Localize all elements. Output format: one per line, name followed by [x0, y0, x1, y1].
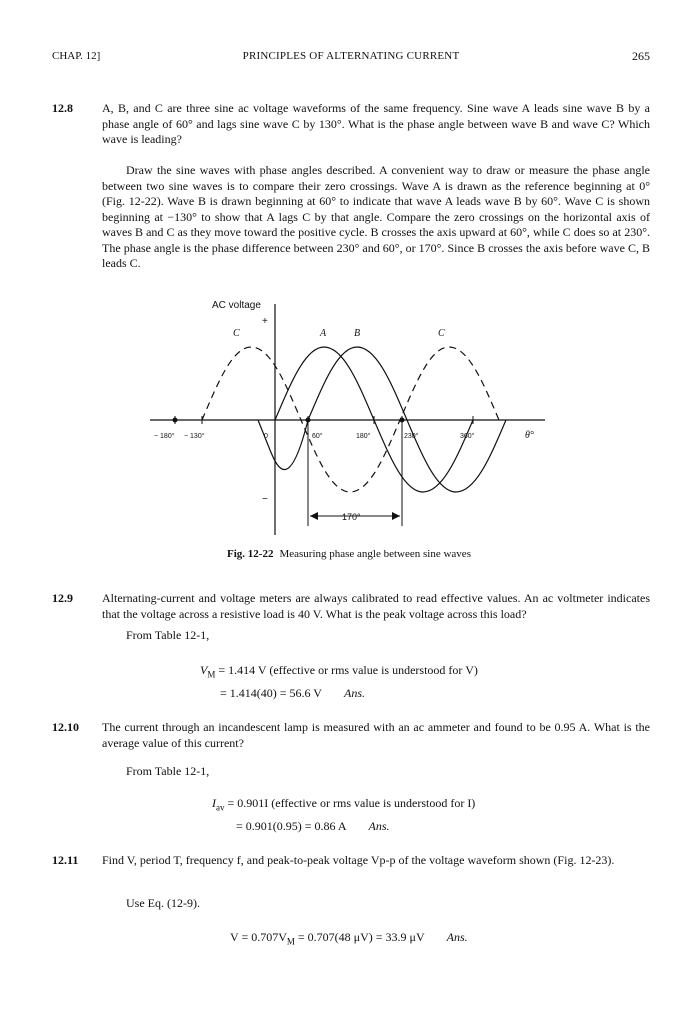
ylabel: AC voltage: [212, 300, 261, 311]
sine-wave-figure: [140, 290, 560, 540]
tick-label-0: 0: [264, 433, 268, 440]
chapter-label: CHAP. 12]: [52, 50, 101, 62]
problem-number: 12.10: [52, 720, 79, 734]
label-c-left: C: [233, 328, 240, 339]
caption-label: Fig. 12-22: [227, 548, 274, 560]
page-header: [52, 49, 650, 65]
use-eq-line: Use Eq. (12-9).: [126, 896, 200, 910]
tick-label-180: 180°: [356, 433, 371, 440]
theta-label: θ°: [525, 430, 534, 441]
plus-sign: +: [262, 316, 268, 327]
problem-statement: The current through an incandescent lamp is measured with an ac ammeter and found to be 0.95 A. What is the average value of this current?: [102, 720, 650, 750]
minus-sign: −: [262, 494, 268, 505]
label-a: A: [320, 328, 327, 339]
running-title: PRINCIPLES OF ALTERNATING CURRENT: [242, 50, 460, 62]
page-number: 265: [632, 49, 650, 63]
caption-text: Measuring phase angle between sine waves: [279, 548, 471, 560]
equation-vm: $V_M = 1.414$ V (effective or rms value is understood for V): [200, 663, 478, 680]
label-c-right: C: [438, 328, 445, 339]
from-table-line: From Table 12-1,: [126, 764, 210, 778]
problem-number: 12.11: [52, 853, 79, 867]
problem-statement: A, B, and C are three sine ac voltage waveforms of the same frequency. Sine wave A leads sine wave B by a phase angle of 60° and lags sine wave C by 130°. What is the phase angle between wave B and wave C? Which wave is leading?: [102, 101, 650, 146]
equation-iav-result: = 0.901(0.95) = 0.86 A Ans.: [236, 819, 390, 833]
solution-paragraph: Draw the sine waves with phase angles described. A convenient way to draw or measure the phase angle between two sine waves is to compare their zero crossings. Wave A is drawn as the reference beginning at 0° (Fig. 12-22). Wave B is drawn beginning at 60° to indicate that wave A leads wave B by 60°. Wave C is shown beginning at −130° to show that A lags C by that angle. Compare the zero crossings on the horizontal axis of waves B and C as they move toward the positive cycle. B crosses the axis upward at 60°, while C does so at 230°. The phase angle is the phase difference between 230° and 60°, or 170°. Since B crosses the axis before wave C, B leads C.: [102, 163, 650, 270]
tick-label-230: 230°: [404, 433, 419, 440]
tick-label-360: 360°: [460, 433, 475, 440]
tick-label-m180: − 180°: [154, 433, 175, 440]
tick-label-m130: − 130°: [184, 433, 205, 440]
from-table-line: From Table 12-1,: [126, 628, 210, 642]
label-b: B: [354, 328, 361, 339]
problem-statement: Find V, period T, frequency f, and peak-to-peak voltage Vp-p of the voltage waveform shown (Fig. 12-23).: [102, 853, 615, 867]
equation-v: $V = 0.707V_M = 0.707(48$ μV) = 33.9 μV Ans.: [230, 930, 468, 947]
span-label: 170°: [342, 512, 361, 522]
equation-vm-result: = 1.414(40) = 56.6 V Ans.: [220, 686, 365, 700]
problem-number: 12.9: [52, 591, 73, 605]
figure-caption: [0, 547, 698, 563]
tick-label-60: 60°: [312, 433, 323, 440]
equation-iav: $I_{av} = 0.901I$ (effective or rms value is understood for I): [212, 796, 476, 813]
problem-number: 12.8: [52, 101, 73, 115]
problem-statement: Alternating-current and voltage meters are always calibrated to read effective values. An ac voltmeter indicates that the voltage across a resistive load is 40 V. What is the peak voltage across this load?: [102, 591, 650, 621]
